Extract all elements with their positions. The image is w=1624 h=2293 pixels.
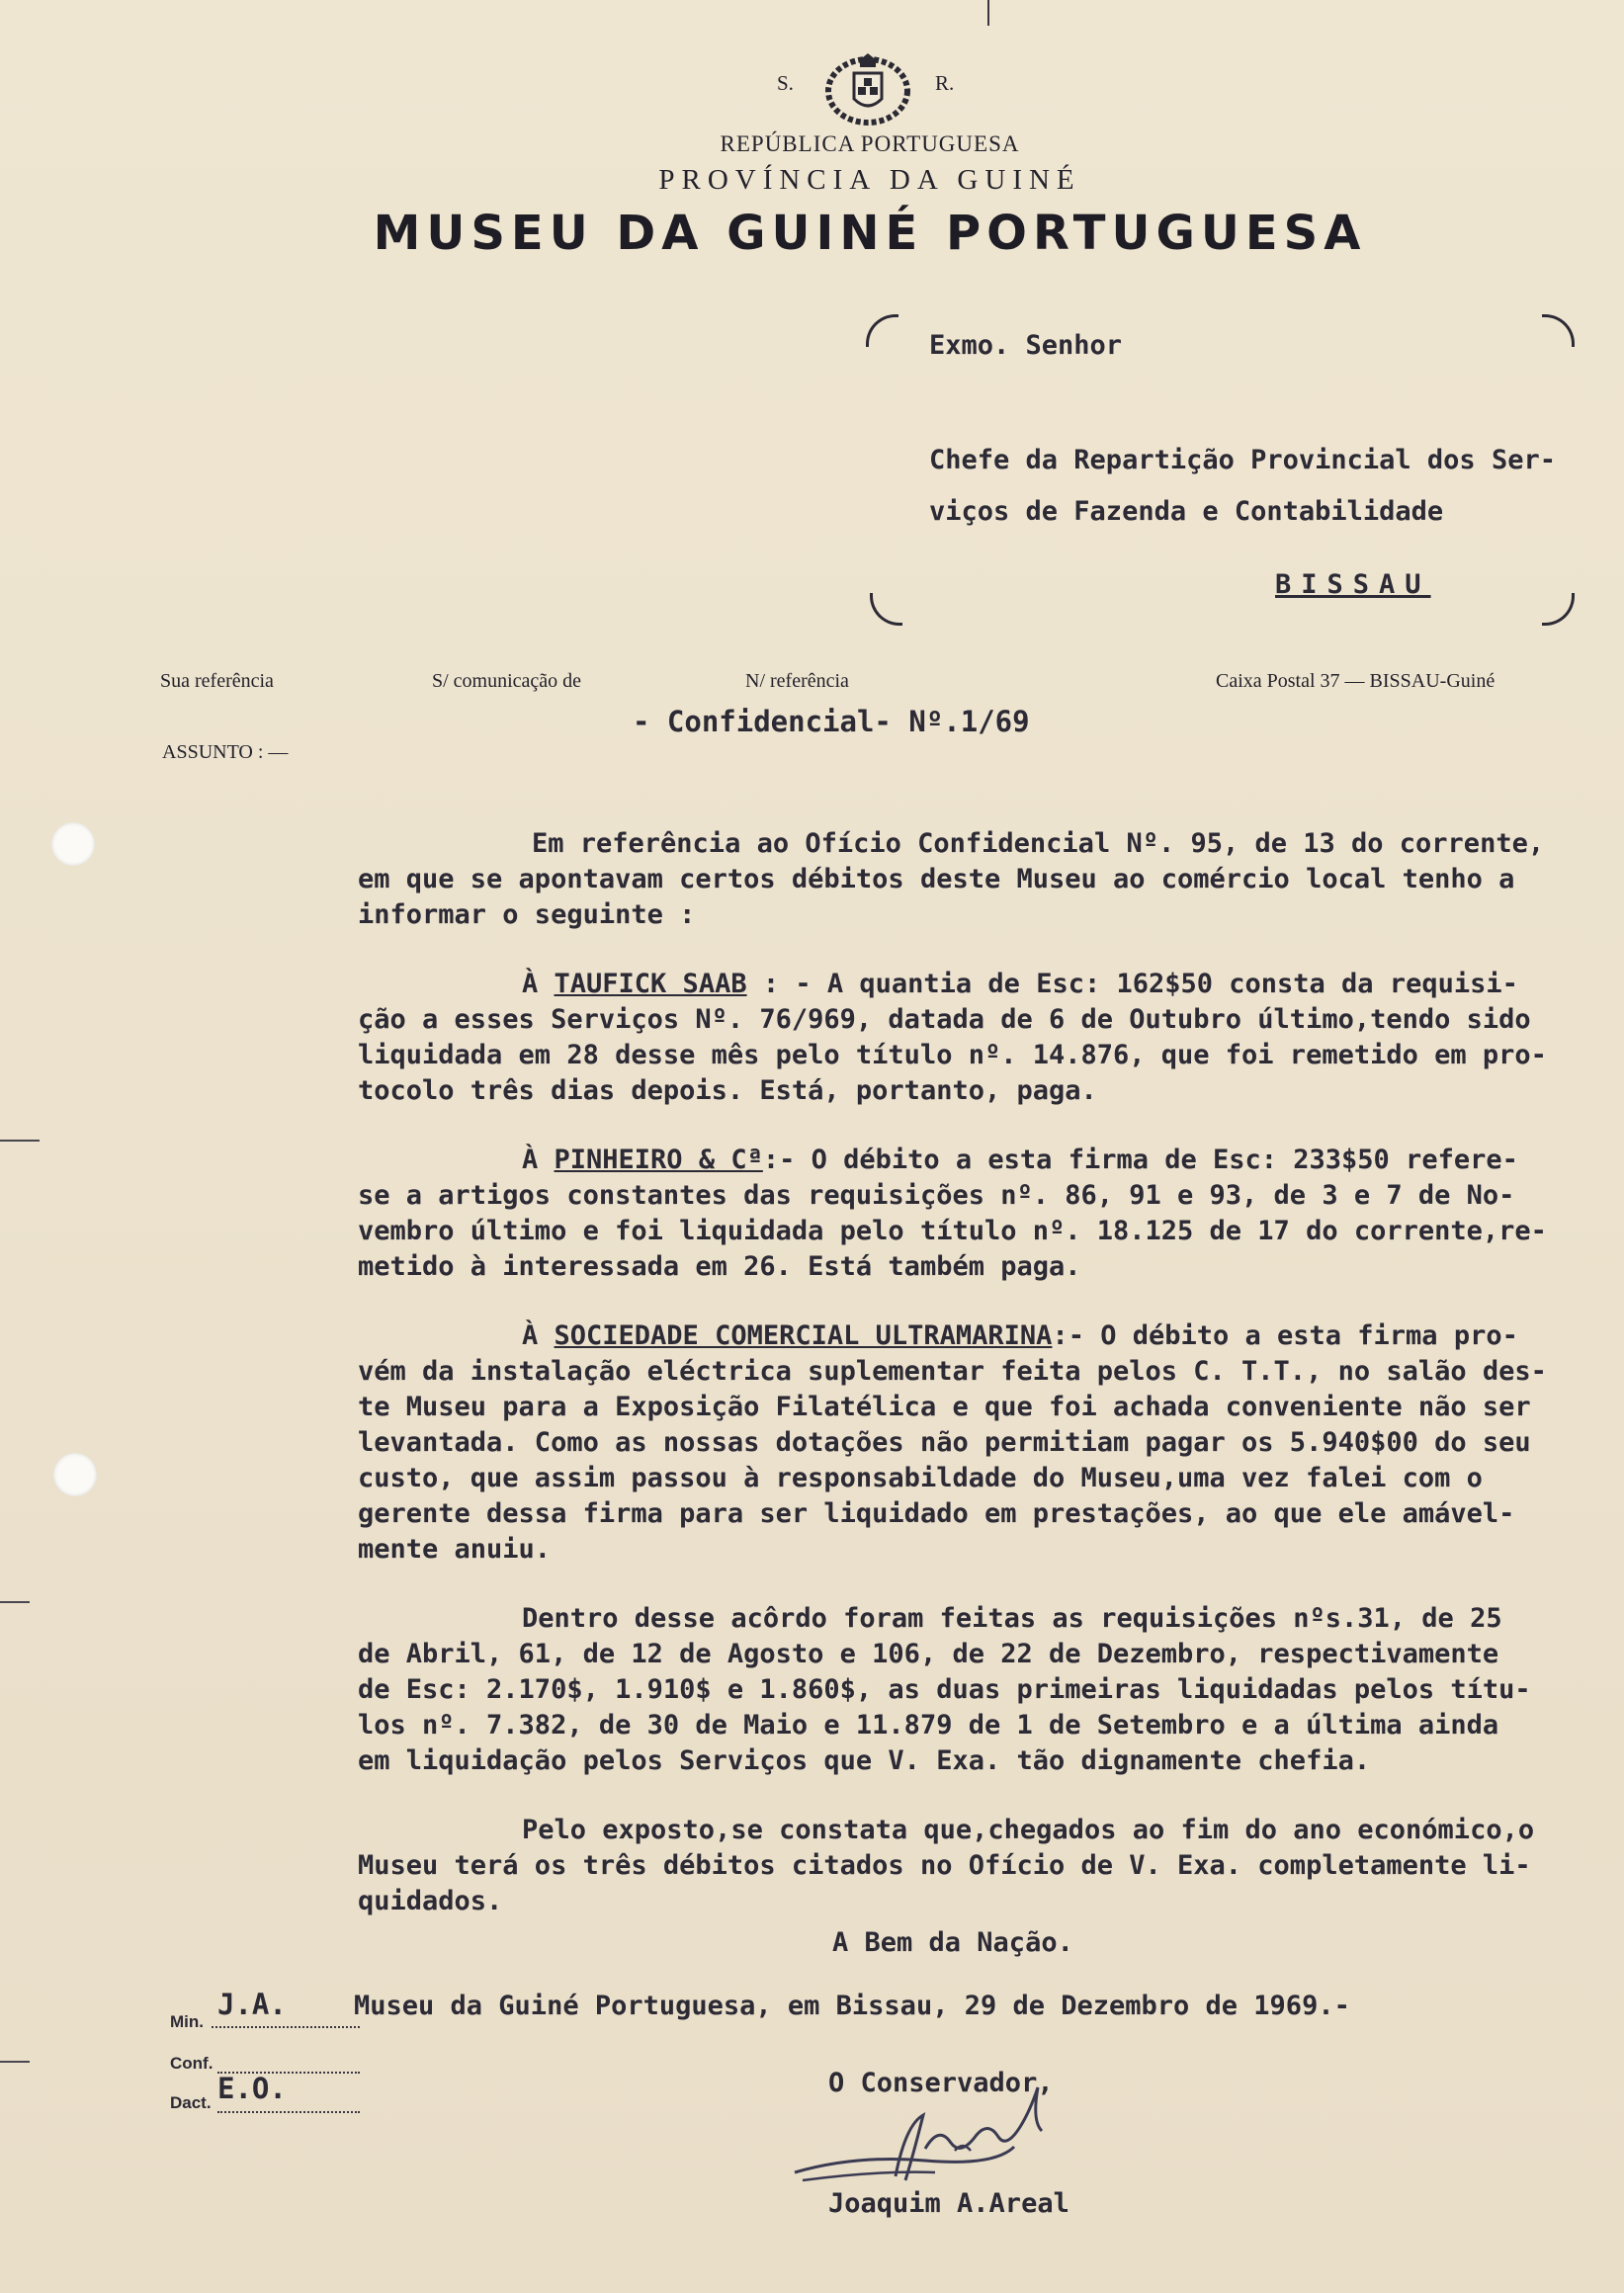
coat-of-arms-icon [820, 51, 915, 127]
taufick-rest: : - A quantia de Esc: 162$50 consta da requisi- [746, 969, 1518, 999]
reference-value: - Confidencial- Nº.1/69 [633, 705, 1030, 738]
margin-min-label: Min. [170, 2012, 204, 2031]
intro-line: informar o seguinte : [358, 899, 696, 930]
label-assunto: ASSUNTO : — [162, 741, 289, 763]
punch-hole-top [51, 822, 95, 866]
label-caixa-postal: Caixa Postal 37 — BISSAU-Guiné [1216, 670, 1496, 692]
punch-hole-bottom [53, 1453, 97, 1496]
intro-line: em que se apontavam certos débitos deste Museu ao comércio local tenho a [358, 864, 1515, 894]
acordo-paragraph [358, 1601, 1585, 1779]
taufick-line: ção a esses Serviços Nº. 76/969, datada de 6 de Outubro último,tendo sido [358, 1004, 1531, 1035]
exposto-line: quidados. [358, 1886, 503, 1916]
margin-min-value: J.A. [217, 1988, 287, 2021]
sociedade-line-1 [358, 1318, 1585, 1354]
sociedade-line: te Museu para a Exposição Filatélica e que foi achada conveniente não ser [358, 1392, 1531, 1422]
letter-body [358, 826, 1585, 1919]
address-corner-tl [866, 314, 898, 347]
pinheiro-lead: À [522, 1145, 555, 1175]
label-nossa-referencia: N/ referência [745, 670, 849, 692]
exposto-paragraph [358, 1813, 1585, 1919]
letterhead-left-mark: S. [777, 71, 794, 95]
sociedade-lead: À [522, 1320, 555, 1351]
address-corner-br [1542, 593, 1575, 626]
pinheiro-line: metido à interessada em 26. Está também paga. [358, 1251, 1081, 1282]
recipient-line-2: viços de Fazenda e Contabilidade [929, 496, 1444, 527]
acordo-line: Dentro desse acôrdo foram feitas as requisições nºs.31, de 25 [522, 1603, 1502, 1634]
sociedade-line: levantada. Como as nossas dotações não permitiam pagar os 5.940$00 do seu [358, 1427, 1531, 1458]
closing-role: O Conservador, [828, 2068, 1054, 2098]
label-sua-referencia: Sua referência [160, 670, 274, 692]
taufick-line: liquidada em 28 desse mês pelo título nº. 14.876, que foi remetido em pro- [358, 1040, 1547, 1070]
margin-tick [0, 1601, 30, 1603]
closing-motto: A Bem da Nação. [832, 1927, 1073, 1958]
address-corner-bl [870, 593, 902, 626]
recipient-line-1: Chefe da Repartição Provincial dos Ser- [929, 445, 1556, 475]
sociedade-line: vém da instalação eléctrica suplementar feita pelos C. T.T., no salão des- [358, 1356, 1547, 1387]
closing-signer: Joaquim A.Areal [828, 2188, 1069, 2219]
taufick-lead: À [522, 969, 555, 999]
taufick-firm: TAUFICK SAAB [554, 969, 747, 999]
margin-dact-label: Dact. [170, 2093, 212, 2112]
recipient-salutation: Exmo. Senhor [929, 330, 1123, 361]
signature-icon [787, 2085, 1103, 2194]
margin-tick [0, 2061, 30, 2063]
margin-conf-value: E.O. [217, 2072, 287, 2105]
letterhead-right-mark: R. [935, 71, 955, 95]
taufick-line-1 [358, 967, 1585, 1002]
sociedade-rest: :- O débito a esta firma pro- [1052, 1320, 1518, 1351]
label-comunicacao: S/ comunicação de [432, 670, 582, 692]
taufick-paragraph [358, 967, 1585, 1109]
letterhead-province: PROVÍNCIA DA GUINÉ [658, 164, 1081, 196]
intro-line: Em referência ao Ofício Confidencial Nº. 95, de 13 do corrente, [532, 828, 1545, 859]
pinheiro-paragraph [358, 1143, 1585, 1285]
taufick-line: tocolo três dias depois. Está, portanto, paga. [358, 1075, 1097, 1106]
recipient-title [929, 435, 1581, 538]
sociedade-firm: SOCIEDADE COMERCIAL ULTRAMARINA [554, 1320, 1053, 1351]
pinheiro-line-1 [358, 1143, 1585, 1178]
sociedade-line: mente anuiu. [358, 1534, 552, 1565]
closing-place-date: Museu da Guiné Portuguesa, em Bissau, 29 de Dezembro de 1969.- [354, 1991, 1350, 2021]
acordo-line: los nº. 7.382, de 30 de Maio e 11.879 de 1 de Setembro e a última ainda [358, 1710, 1499, 1741]
exposto-line: Pelo exposto,se constata que,chegados ao fim do ano económico,o [522, 1815, 1535, 1845]
acordo-line: de Abril, 61, de 12 de Agosto e 106, de 22 de Dezembro, respectivamente [358, 1639, 1499, 1669]
letterhead-republic: REPÚBLICA PORTUGUESA [720, 131, 1020, 156]
recipient-city: BISSAU [1275, 569, 1431, 600]
pinheiro-line: vembro último e foi liquidada pelo título nº. 18.125 de 17 do corrente,re- [358, 1216, 1547, 1246]
exposto-line: Museu terá os três débitos citados no Ofício de V. Exa. completamente li- [358, 1850, 1531, 1881]
margin-dact-dotted-line [217, 2111, 360, 2113]
letterhead-museum-name: MUSEU DA GUINÉ PORTUGUESA [373, 206, 1367, 261]
sociedade-line: gerente dessa firma para ser liquidado em prestações, ao que ele amável- [358, 1498, 1515, 1529]
margin-tick [0, 1140, 40, 1142]
pinheiro-rest: :- O débito a esta firma de Esc: 233$50 refere- [762, 1145, 1518, 1175]
recipient-block [929, 328, 1581, 364]
top-edge-mark [987, 0, 989, 26]
margin-conf-label: Conf. [170, 2054, 214, 2073]
pinheiro-line: se a artigos constantes das requisições nº. 86, 91 e 93, de 3 e 7 de No- [358, 1180, 1515, 1211]
intro-paragraph [358, 826, 1585, 933]
pinheiro-firm: PINHEIRO & Cª [554, 1145, 763, 1175]
margin-min-dotted-line [212, 2026, 360, 2028]
acordo-line: em liquidação pelos Serviços que V. Exa. tão dignamente chefia. [358, 1745, 1371, 1776]
acordo-line: de Esc: 2.170$, 1.910$ e 1.860$, as duas primeiras liquidadas pelos títu- [358, 1674, 1531, 1705]
sociedade-paragraph [358, 1318, 1585, 1568]
sociedade-line: custo, que assim passou à responsabildade do Museu,uma vez falei com o [358, 1463, 1483, 1493]
